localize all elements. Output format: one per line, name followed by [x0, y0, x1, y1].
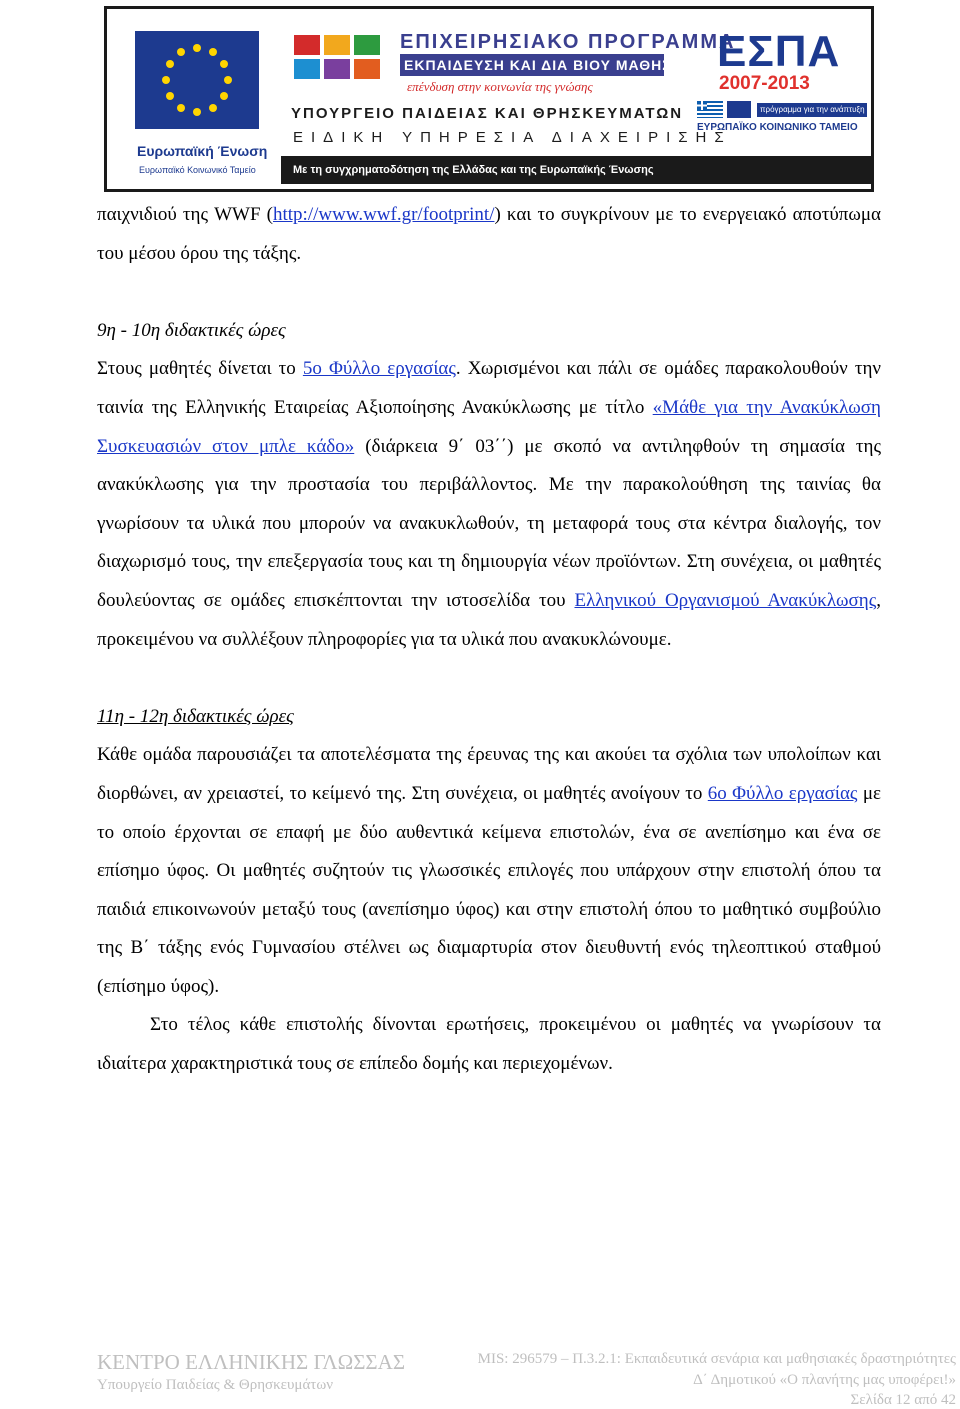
- programme-slogan: επένδυση στην κοινωνία της γνώσης: [407, 79, 593, 94]
- paragraph-2-text-b: . Χωρισμένοι και πάλι σε ομάδες παρακολουθούν την ταινία της Ελληνικής Εταιρείας Αξιοποίησης Ανακύκλωσης με τίτλο: [97, 358, 881, 418]
- paragraph-2-text-a: Στους μαθητές δίνεται το: [97, 358, 303, 380]
- header-banner: [104, 6, 874, 192]
- cofunding-bar: Με τη συγχρηματοδότηση της Ελλάδας και της Ευρωπαϊκής Ένωσης: [281, 156, 871, 184]
- paragraph-2-text-d: , προκειμένου να συλλέξουν πληροφορίες για τα υλικά που ανακυκλώνουμε.: [97, 589, 881, 650]
- footer-mis: MIS: 296579 – Π.3.2.1: Εκπαιδευτικά σενάρια και μαθησιακές δραστηριότητες: [477, 1351, 956, 1367]
- worksheet-6-link[interactable]: 6ο Φύλλο εργασίας: [707, 782, 858, 804]
- paragraph-1: [97, 196, 881, 273]
- paragraph-3: [97, 736, 881, 1006]
- footer-ministry: Υπουργείο Παιδείας & Θρησκευμάτων: [97, 1377, 333, 1393]
- footer-organisation: ΚΕΝΤΡΟ ΕΛΛΗΝΙΚΗΣ ΓΛΩΣΣΑΣ: [97, 1350, 406, 1374]
- footer-page-number: Σελίδα 12 από 42: [850, 1392, 956, 1408]
- recycling-video-link[interactable]: «Μάθε για την Ανακύκλωση Συσκευασιών στον μπλε κάδο»: [97, 396, 881, 457]
- section-heading-11-12: 11η - 12η διδακτικές ώρες: [97, 705, 294, 727]
- eu-flag-icon: [135, 31, 259, 129]
- paragraph-2: [97, 350, 881, 659]
- paragraph-1-text-b: ) και το συγκρίνουν με το ενεργειακό αποτύπωμα του μέσου όρου της τάξης.: [97, 204, 882, 264]
- paragraph-3-text-a: Κάθε ομάδα παρουσιάζει τα αποτελέσματα της έρευνας της και ακούει τα σχόλια των υπολοίπων και διορθώνει, αν χρειαστεί, το κείμενό της. Στη συνέχεια, οι μαθητές ανοίγουν το: [97, 744, 881, 804]
- espa-tagline: πρόγραμμα για την ανάπτυξη: [757, 103, 867, 117]
- ministry-name: ΥΠΟΥΡΓΕΙΟ ΠΑΙΔΕΙΑΣ ΚΑΙ ΘΡΗΣΚΕΥΜΑΤΩΝ: [291, 105, 684, 122]
- espa-years: 2007-2013: [719, 73, 810, 94]
- wwf-footprint-link[interactable]: http://www.wwf.gr/footprint/: [273, 204, 495, 225]
- paragraph-2-text-c: (διάρκεια 9΄ 03΄΄) με σκοπό να αντιληφθούν τη σημασία της ανακύκλωσης για την προστασία του περιβάλλοντος. Με την παρακολούθηση της ταινίας θα γνωρίσουν τα υλικά που μπορούν να ανακυκλωθούν, τη μεταφορά τους στα κέντρα διαλογής, τον διαχωρισμό τους, την επεξεργασία τους και τη δημιουργία νέων προϊόντων. Στη συνέχεια, οι μαθητές δουλεύοντας σε ομάδες επισκέπτονται την ιστοσελίδα του: [97, 435, 882, 611]
- paragraph-4: Στο τέλος κάθε επιστολής δίνονται ερωτήσεις, προκειμένου οι μαθητές να γνωρίσουν τα ιδιαίτερα χαρακτηριστικά τους σε επίπεδο δομής και περιεχομένων.: [97, 1014, 881, 1075]
- service-name: ΕΙΔΙΚΗ ΥΠΗΡΕΣΙΑ ΔΙΑΧΕΙΡΙΣΗΣ: [293, 129, 732, 146]
- worksheet-5-link[interactable]: 5ο Φύλλο εργασίας: [302, 358, 456, 380]
- eu-mini-flag-icon: [727, 101, 751, 118]
- eu-name: Ευρωπαϊκή Ένωση: [137, 143, 268, 159]
- spacer: [97, 273, 881, 312]
- espa-fund: ΕΥΡΩΠΑΪΚΟ ΚΟΙΝΩΝΙΚΟ ΤΑΜΕΙΟ: [697, 122, 858, 133]
- programme-subtitle: ΕΚΠΑΙΔΕΥΣΗ ΚΑΙ ΔΙΑ ΒΙΟΥ ΜΑΘΗΣΗ: [400, 54, 664, 76]
- footer-school: Δ΄ Δημοτικού «Ο πλανήτης μας υποφέρει!»: [693, 1372, 956, 1388]
- section-heading-9-10: 9η - 10η διδακτικές ώρες: [97, 319, 286, 341]
- spacer: [97, 659, 881, 698]
- eu-logo: [125, 19, 275, 184]
- programme-title: ΕΠΙΧΕΙΡΗΣΙΑΚΟ ΠΡΟΓΡΑΜΜΑ: [400, 31, 736, 53]
- programme-logo-icon: [290, 31, 386, 91]
- espa-logo: ΕΣΠΑ: [717, 27, 841, 76]
- greek-flag-icon: [697, 101, 723, 118]
- paragraph-1-text-a: παιχνιδιού της WWF (: [97, 204, 273, 225]
- eu-fund: Ευρωπαϊκό Κοινωνικό Ταμείο: [139, 165, 256, 175]
- document-body: [97, 196, 881, 1084]
- paragraph-3-text-b: με το οποίο έρχονται σε επαφή με δύο αυθεντικά κείμενα επιστολών, ένα σε ανεπίσημο και ένα σε επίσημο ύφος. Οι μαθητές συζητούν τις γλωσσικές επιλογές που υπάρχουν στην επιστολή όπου τα παιδιά επικοινωνούν μεταξύ τους (ανεπίσημο ύφος) και στην επιστολή όπου το μαθητικό συμβούλιο της Β΄ τάξης ενός Γυμνασίου στέλνει ως διαμαρτυρία στον διευθυντή ενός τηλεοπτικού σταθμού (επίσημο ύφος).: [97, 782, 881, 997]
- recycling-organisation-link[interactable]: Ελληνικού Οργανισμού Ανακύκλωσης: [574, 589, 877, 611]
